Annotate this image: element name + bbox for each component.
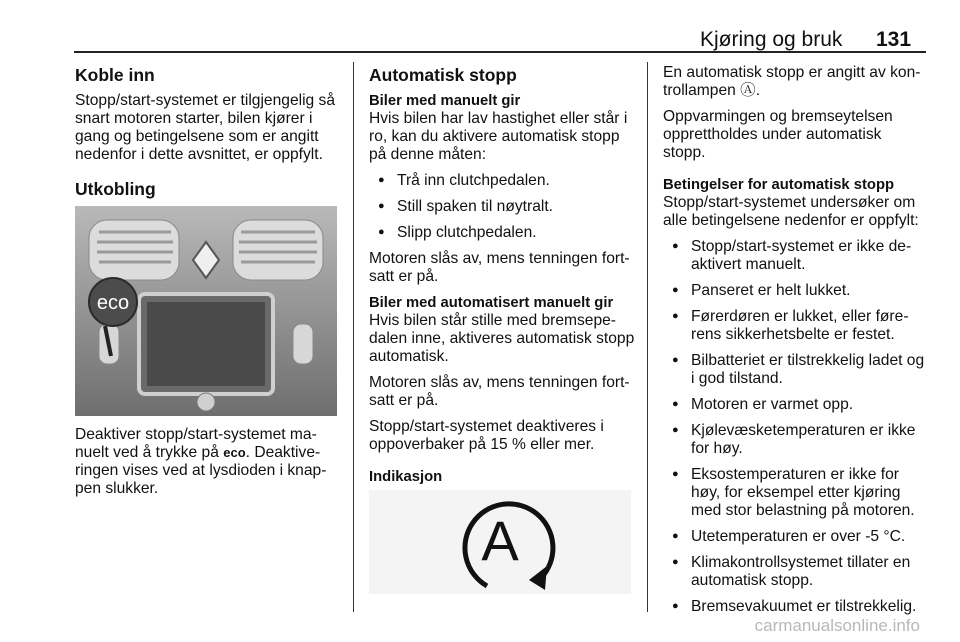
running-header-title: Kjøring og bruk bbox=[700, 28, 843, 51]
eco-button-callout-label: eco bbox=[96, 292, 130, 314]
list-item: ● Eksostemperaturen er ikke for høy, for eksempel etter kjøring med stor belastning på motoren. bbox=[663, 466, 928, 520]
heading-utkobling: Utkobling bbox=[75, 179, 156, 199]
kontrollampe-text-start: En automatisk stopp er angitt av kontrollampen bbox=[663, 64, 921, 99]
subheading-indikasjon: Indikasjon bbox=[369, 469, 443, 485]
list-item: ● Bremsevakuumet er tilstrekkelig. bbox=[663, 598, 928, 616]
list-item: ● Bilbatteriet er tilstrekkelig ladet og i god tilstand. bbox=[663, 352, 928, 388]
auto-stop-indicator-icon bbox=[369, 490, 631, 594]
header-rule bbox=[74, 51, 926, 53]
indicator-letter: A bbox=[481, 509, 519, 572]
paragraph-motor-1: Motoren slås av, mens tenningen fortsatt er på. bbox=[369, 250, 630, 285]
eco-term: eco bbox=[223, 445, 246, 460]
paragraph-koble-inn: Stopp/start-systemet er tilgjengelig så snart motoren starter, bilen kjører i gang og betingelsene som er angitt nedenfor i dette avsnittet, er oppfylt. bbox=[75, 92, 336, 163]
list-item: ● Slipp clutchpedalen. bbox=[369, 224, 635, 242]
paragraph-oppvarming: Oppvarmingen og bremseytelsen opprettholdes under automatisk stopp. bbox=[663, 108, 893, 161]
steps-list bbox=[369, 172, 635, 242]
page-number: 131 bbox=[876, 28, 912, 51]
subheading-manuelt-gir: Biler med manuelt gir bbox=[369, 93, 521, 109]
conditions-list bbox=[663, 238, 928, 616]
heading-koble-inn: Koble inn bbox=[75, 65, 155, 85]
deaktiver-text-start: Deaktiver stopp/start-systemet manuelt ved å trykke på bbox=[75, 426, 317, 461]
list-item: ● Motoren er varmet opp. bbox=[663, 396, 928, 414]
list-item: ● Førerdøren er lukket, eller førerens sikkerhetsbelte er festet. bbox=[663, 308, 928, 344]
paragraph-kontrollampe bbox=[663, 64, 928, 100]
heading-automatisk-stopp: Automatisk stopp bbox=[369, 65, 517, 85]
watermark: carmanualsonline.info bbox=[754, 616, 920, 635]
column-1 bbox=[75, 64, 340, 506]
column-2 bbox=[369, 64, 635, 594]
control-lamp-icon: Ⓐ bbox=[740, 82, 756, 99]
dashboard-photo bbox=[75, 206, 337, 416]
paragraph-manuelt-gir: Hvis bilen har lav hastighet eller står i ro, kan du aktivere automatisk stopp på denne måten: bbox=[369, 110, 628, 163]
deaktiver-text-end: . Deaktiveringen vises ved at lysdioden i knappen slukker. bbox=[75, 444, 327, 497]
kontrollampe-text-end: . bbox=[755, 82, 761, 99]
column-divider-1 bbox=[353, 62, 354, 612]
column-3 bbox=[663, 64, 928, 624]
paragraph-betingelser: Stopp/start-systemet undersøker om alle betingelsene nedenfor er oppfylt: bbox=[663, 194, 919, 229]
list-item: ● Klimakontrollsystemet tillater en automatisk stopp. bbox=[663, 554, 928, 590]
list-item: ● Panseret er helt lukket. bbox=[663, 282, 928, 300]
list-item: ● Still spaken til nøytralt. bbox=[369, 198, 635, 216]
paragraph-oppoverbaker: Stopp/start-systemet deaktiveres i oppoverbaker på 15 % eller mer. bbox=[369, 418, 604, 453]
list-item: ● Trå inn clutchpedalen. bbox=[369, 172, 635, 190]
paragraph-motor-2: Motoren slås av, mens tenningen fortsatt er på. bbox=[369, 374, 630, 409]
subheading-betingelser: Betingelser for automatisk stopp bbox=[663, 177, 895, 193]
list-item: ● Kjølevæsketemperaturen er ikke for høy. bbox=[663, 422, 928, 458]
column-divider-2 bbox=[647, 62, 648, 612]
list-item: ● Utetemperaturen er over -5 °C. bbox=[663, 528, 928, 546]
paragraph-deaktiver bbox=[75, 426, 340, 498]
subheading-automatisert-gir: Biler med automatisert manuelt gir bbox=[369, 295, 614, 311]
paragraph-automatisert-gir: Hvis bilen står stille med bremsepedalen inne, aktiveres automatisk stopp automatisk. bbox=[369, 312, 635, 365]
list-item: ● Stopp/start-systemet er ikke deaktivert manuelt. bbox=[663, 238, 928, 274]
